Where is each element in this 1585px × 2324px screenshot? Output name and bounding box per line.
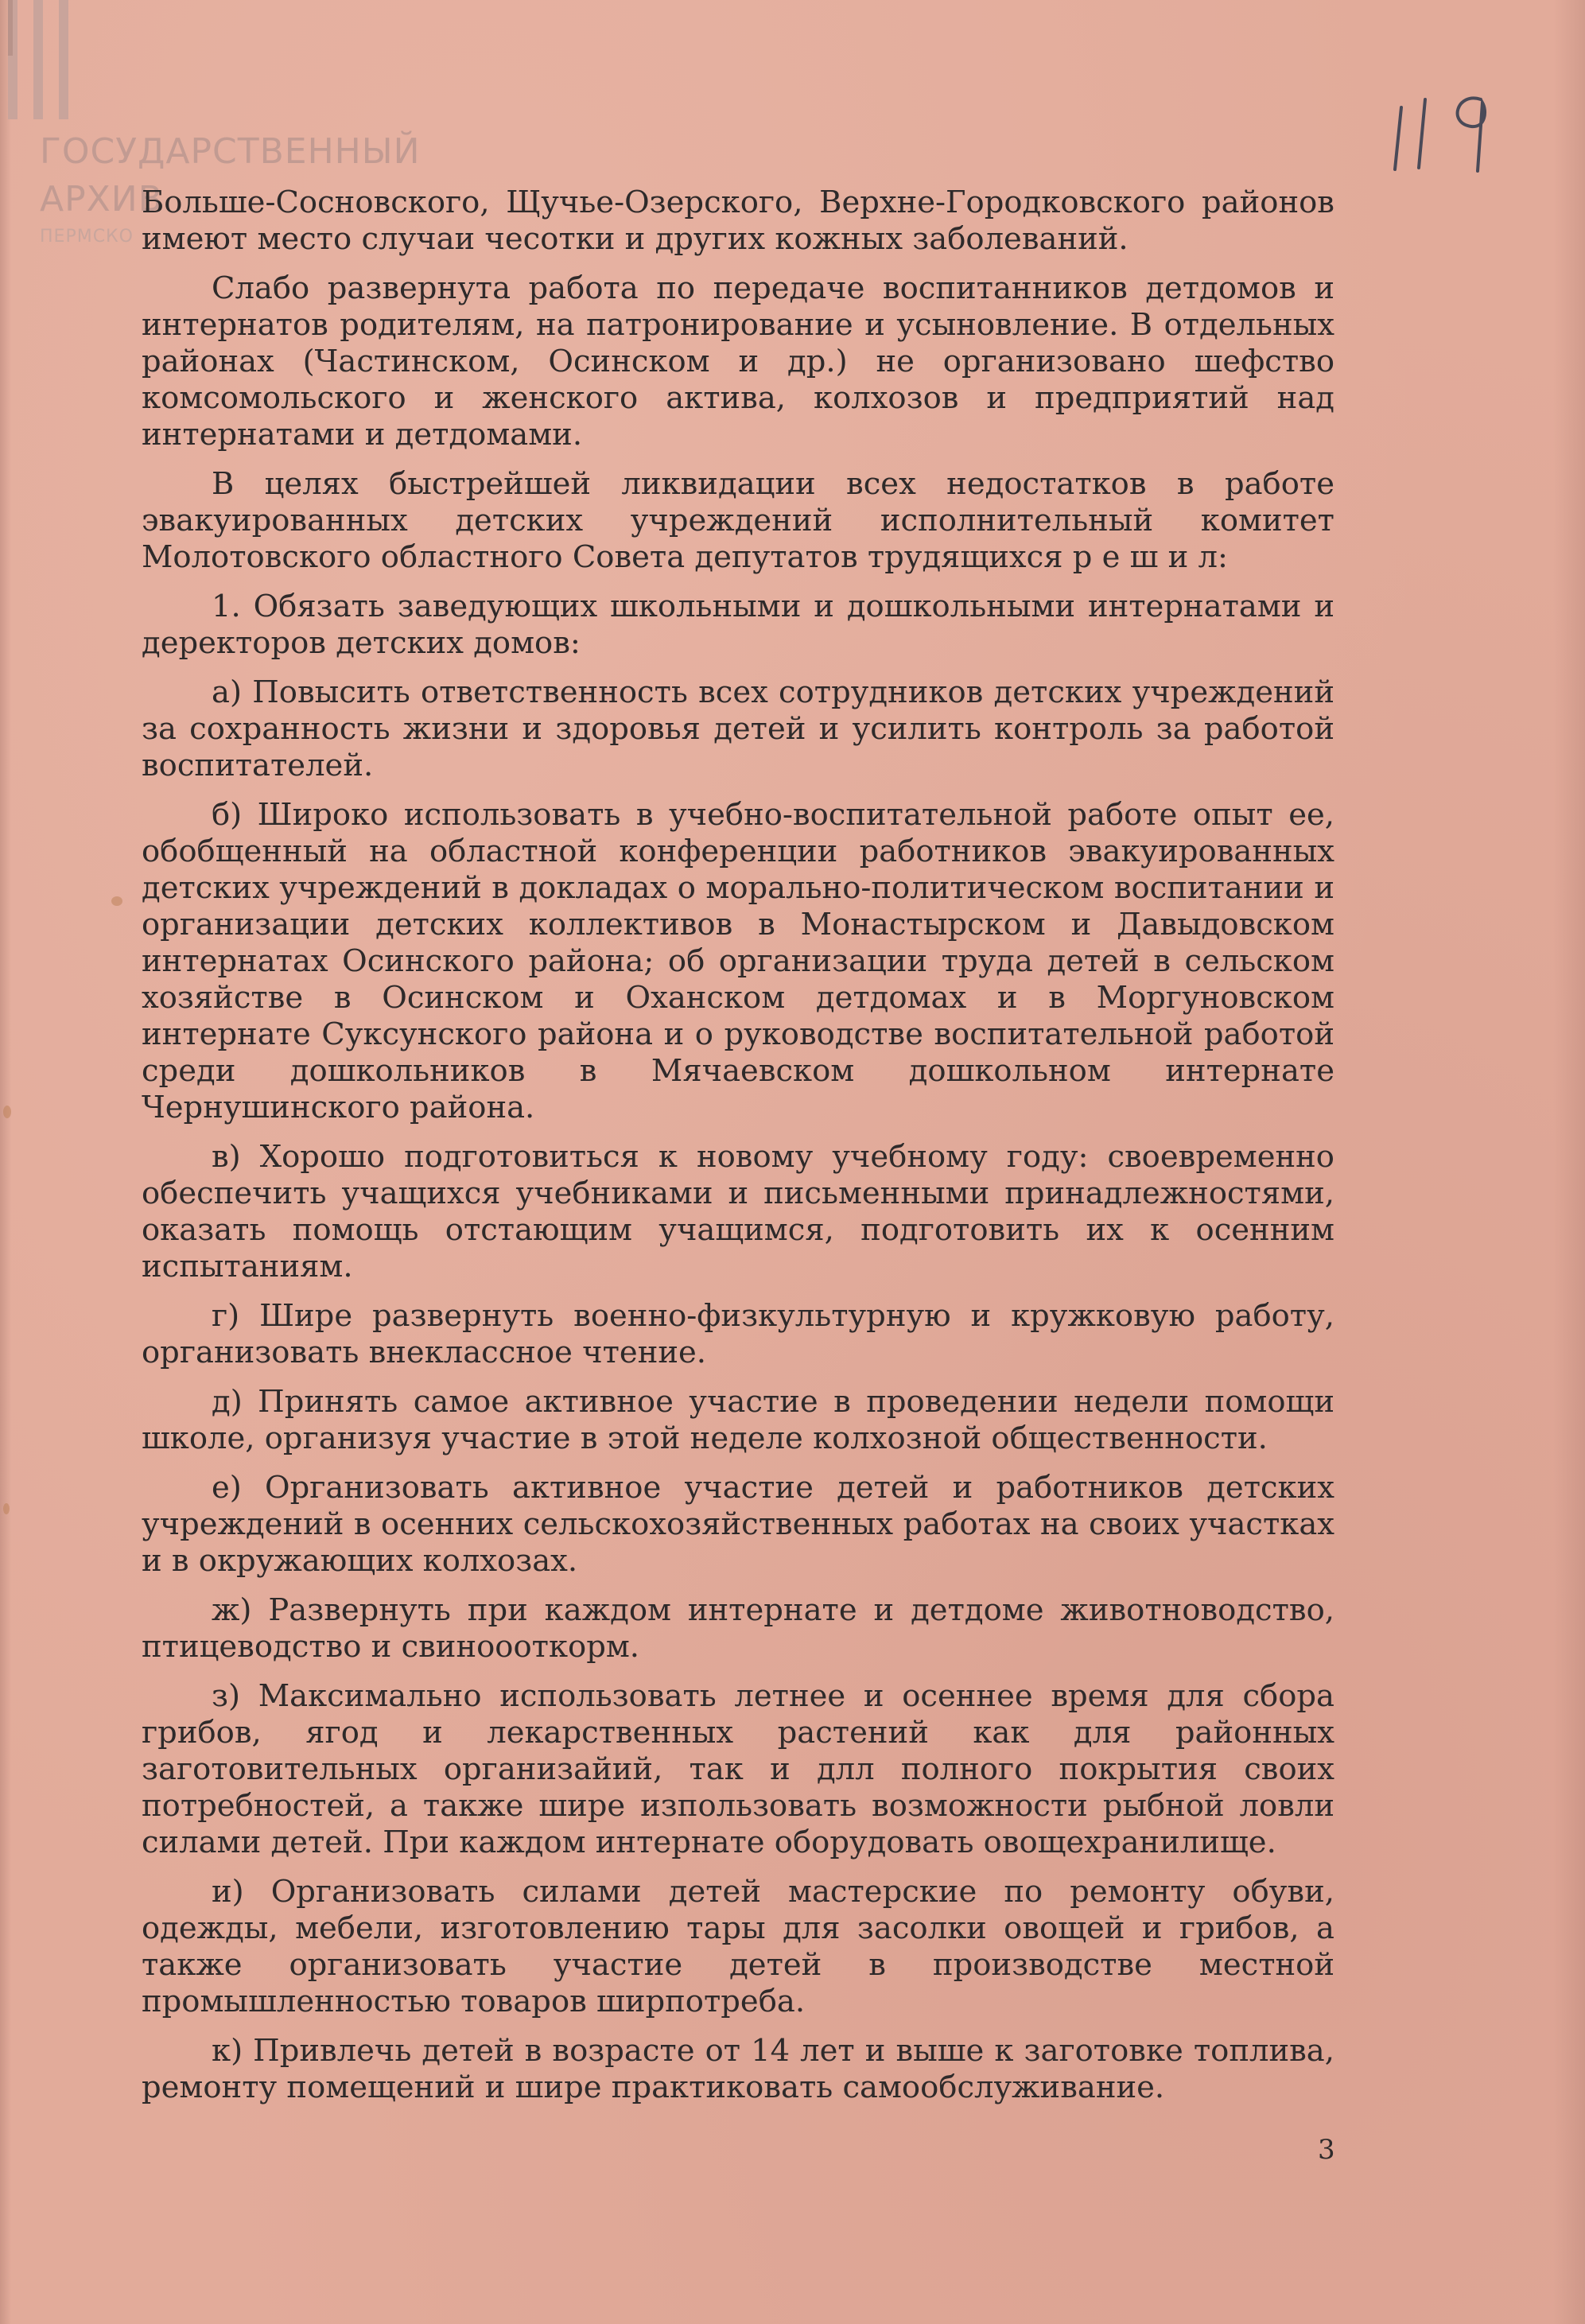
watermark-line-3: ПЕРМСКО xyxy=(40,227,134,247)
page-edge-shadow xyxy=(0,0,11,2324)
paragraph: ж) Развернуть при каждом интернате и детдоме животноводство, птицеводство и свиноооткорм. xyxy=(142,1592,1334,1665)
paper-speck xyxy=(111,896,122,906)
paragraph: б) Широко использовать в учебно-воспитательной работе опыт ее, обобщенный на областной конференции работников эвакуированных детских учреждений в докладах о морально-политическом воспитании и организации детских коллективов в Монастырском и Давыдовском интернатах Осинского района; об организации труда детей в сельском хозяйстве в Осинском и Оханском детдомах и в Моргуновском интернате Суксунского района и о руководстве воспитательной работой среди дошкольников в Мячаевском дошкольном интернате Чернушинского района. xyxy=(142,797,1334,1125)
page-number: 3 xyxy=(1318,2134,1335,2166)
archive-logo-icon xyxy=(0,0,127,127)
page-right-shadow xyxy=(1553,0,1585,2324)
watermark-line-1: ГОСУДАРСТВЕННЫЙ xyxy=(40,131,421,172)
paragraph: а) Повысить ответственность всех сотрудников детских учреждений за сохранность жизни и здоровья детей и усилить контроль за работой воспитателей. xyxy=(142,674,1334,783)
paragraph: г) Шире развернуть военно-физкультурную и кружковую работу, организовать внеклассное чтение. xyxy=(142,1298,1334,1370)
paper-speck xyxy=(3,1106,11,1118)
paragraph: е) Организовать активное участие детей и работников детских учреждений в осенних сельскохозяйственных работах на своих участках и в окружающих колхозах. xyxy=(142,1470,1334,1579)
paragraph: и) Организовать силами детей мастерские по ремонту обуви, одежды, мебели, изготовлению тары для засолки овощей и грибов, а также организовать участие детей в производстве местной промышленностью товаров ширпотреба. xyxy=(142,1874,1334,2019)
watermark-line-2: АРХИВ xyxy=(40,179,163,220)
paragraph: Больше-Сосновского, Щучье-Озерского, Верхне-Городковского районов имеют место случаи чесотки и других кожных заболеваний. xyxy=(142,185,1334,257)
handwritten-folio-number xyxy=(1384,76,1511,187)
paragraph: Слабо развернута работа по передаче воспитанников детдомов и интернатов родителям, на патронирование и усыновление. В отдельных районах (Частинском, Осинском и др.) не организовано шефство комсомольского и женского актива, колхозов и предприятий над интернатами и детдомами. xyxy=(142,270,1334,453)
document-body xyxy=(142,185,1334,2119)
paragraph: к) Привлечь детей в возрасте от 14 лет и выше к заготовке топлива, ремонту помещений и шире практиковать самообслуживание. xyxy=(142,2033,1334,2105)
paper-speck xyxy=(3,1503,10,1514)
paragraph: з) Максимально использовать летнее и осеннее время для сбора грибов, ягод и лекарственных растений как для районных заготовительных организайий, так и длл полного покрытия своих потребностей, а также шире изпользовать возможности рыбной ловли силами детей. При каждом интернате оборудовать овощехранилище. xyxy=(142,1678,1334,1860)
paragraph: д) Принять самое активное участие в проведении недели помощи школе, организуя участие в этой неделе колхозной общественности. xyxy=(142,1384,1334,1456)
paragraph: в) Хорошо подготовиться к новому учебному году: своевременно обеспечить учащихся учебниками и письменными принадлежностями, оказать помощь отстающим учащимся, подготовить их к осенним испытаниям. xyxy=(142,1139,1334,1284)
paragraph: 1. Обязать заведующих школьными и дошкольными интернатами и деректоров детских домов: xyxy=(142,589,1334,661)
paragraph: В целях быстрейшей ликвидации всех недостатков в работе эвакуированных детских учреждений исполнительный комитет Молотовского областного Совета депутатов трудящихся р е ш и л: xyxy=(142,466,1334,575)
